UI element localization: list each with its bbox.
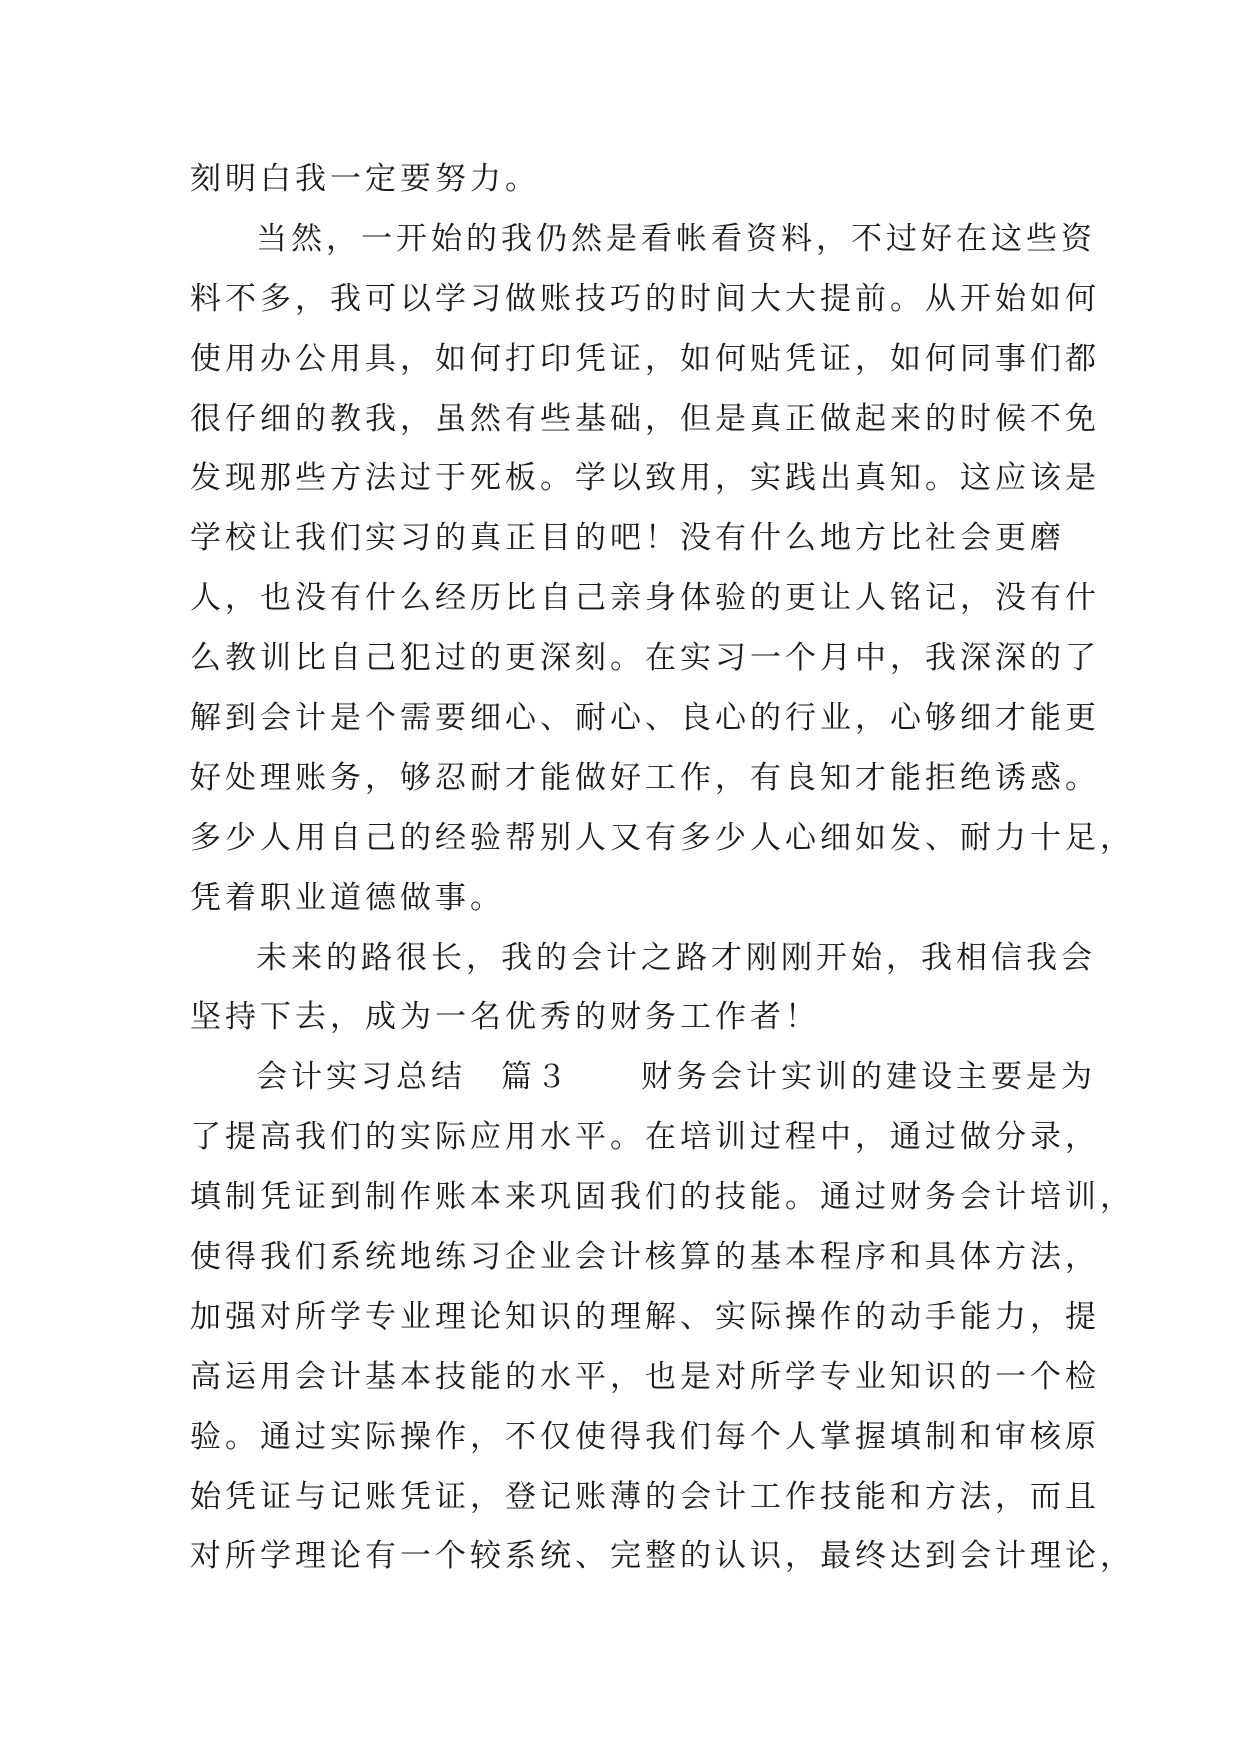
text-line: 很仔细的教我，虽然有些基础，但是真正做起来的时候不免 xyxy=(190,400,1100,437)
section-heading-line: 会计实习总结 篇３ 财务会计实训的建设主要是为 xyxy=(256,1059,1096,1096)
text-line: 高运用会计基本技能的水平，也是对所学专业知识的一个检 xyxy=(190,1358,1100,1395)
text-line: 填制凭证到制作账本来巩固我们的技能。通过财务会计培训， xyxy=(190,1179,1135,1216)
paragraph-start-line: 当然，一开始的我仍然是看帐看资料，不过好在这些资 xyxy=(256,220,1096,257)
text-line: 好处理账务，够忍耐才能做好工作，有良知才能拒绝诱惑。 xyxy=(190,759,1100,796)
text-line: 使用办公用具，如何打印凭证，如何贴凭证，如何同事们都 xyxy=(190,340,1100,377)
text-line: 发现那些方法过于死板。学以致用，实践出真知。这应该是 xyxy=(190,460,1100,497)
text-line: 学校让我们实习的真正目的吧！没有什么地方比社会更磨 xyxy=(190,520,1065,557)
text-line: 使得我们系统地练习企业会计核算的基本程序和具体方法， xyxy=(190,1239,1100,1276)
text-line: 对所学理论有一个较系统、完整的认识，最终达到会计理论， xyxy=(190,1538,1135,1575)
paragraph-start-line: 未来的路很长，我的会计之路才刚刚开始，我相信我会 xyxy=(256,939,1096,976)
text-line: 加强对所学专业理论知识的理解、实际操作的动手能力，提 xyxy=(190,1298,1100,1335)
text-line: 料不多，我可以学习做账技巧的时间大大提前。从开始如何 xyxy=(190,280,1100,317)
text-line: 了提高我们的实际应用水平。在培训过程中，通过做分录， xyxy=(190,1119,1100,1156)
body-text xyxy=(190,150,1135,1587)
text-line: 凭着职业道德做事。 xyxy=(190,879,505,916)
text-line: 刻明白我一定要努力。 xyxy=(190,161,540,197)
text-line: 坚持下去，成为一名优秀的财务工作者！ xyxy=(190,999,820,1036)
text-line: 始凭证与记账凭证，登记账薄的会计工作技能和方法，而且 xyxy=(190,1478,1100,1515)
text-line: 验。通过实际操作，不仅使得我们每个人掌握填制和审核原 xyxy=(190,1418,1100,1455)
text-line: 人，也没有什么经历比自己亲身体验的更让人铭记，没有什 xyxy=(190,580,1100,617)
text-line: 么教训比自己犯过的更深刻。在实习一个月中，我深深的了 xyxy=(190,640,1100,677)
text-line: 多少人用自己的经验帮别人又有多少人心细如发、耐力十足， xyxy=(190,819,1135,856)
text-line: 解到会计是个需要细心、耐心、良心的行业，心够细才能更 xyxy=(190,700,1100,737)
